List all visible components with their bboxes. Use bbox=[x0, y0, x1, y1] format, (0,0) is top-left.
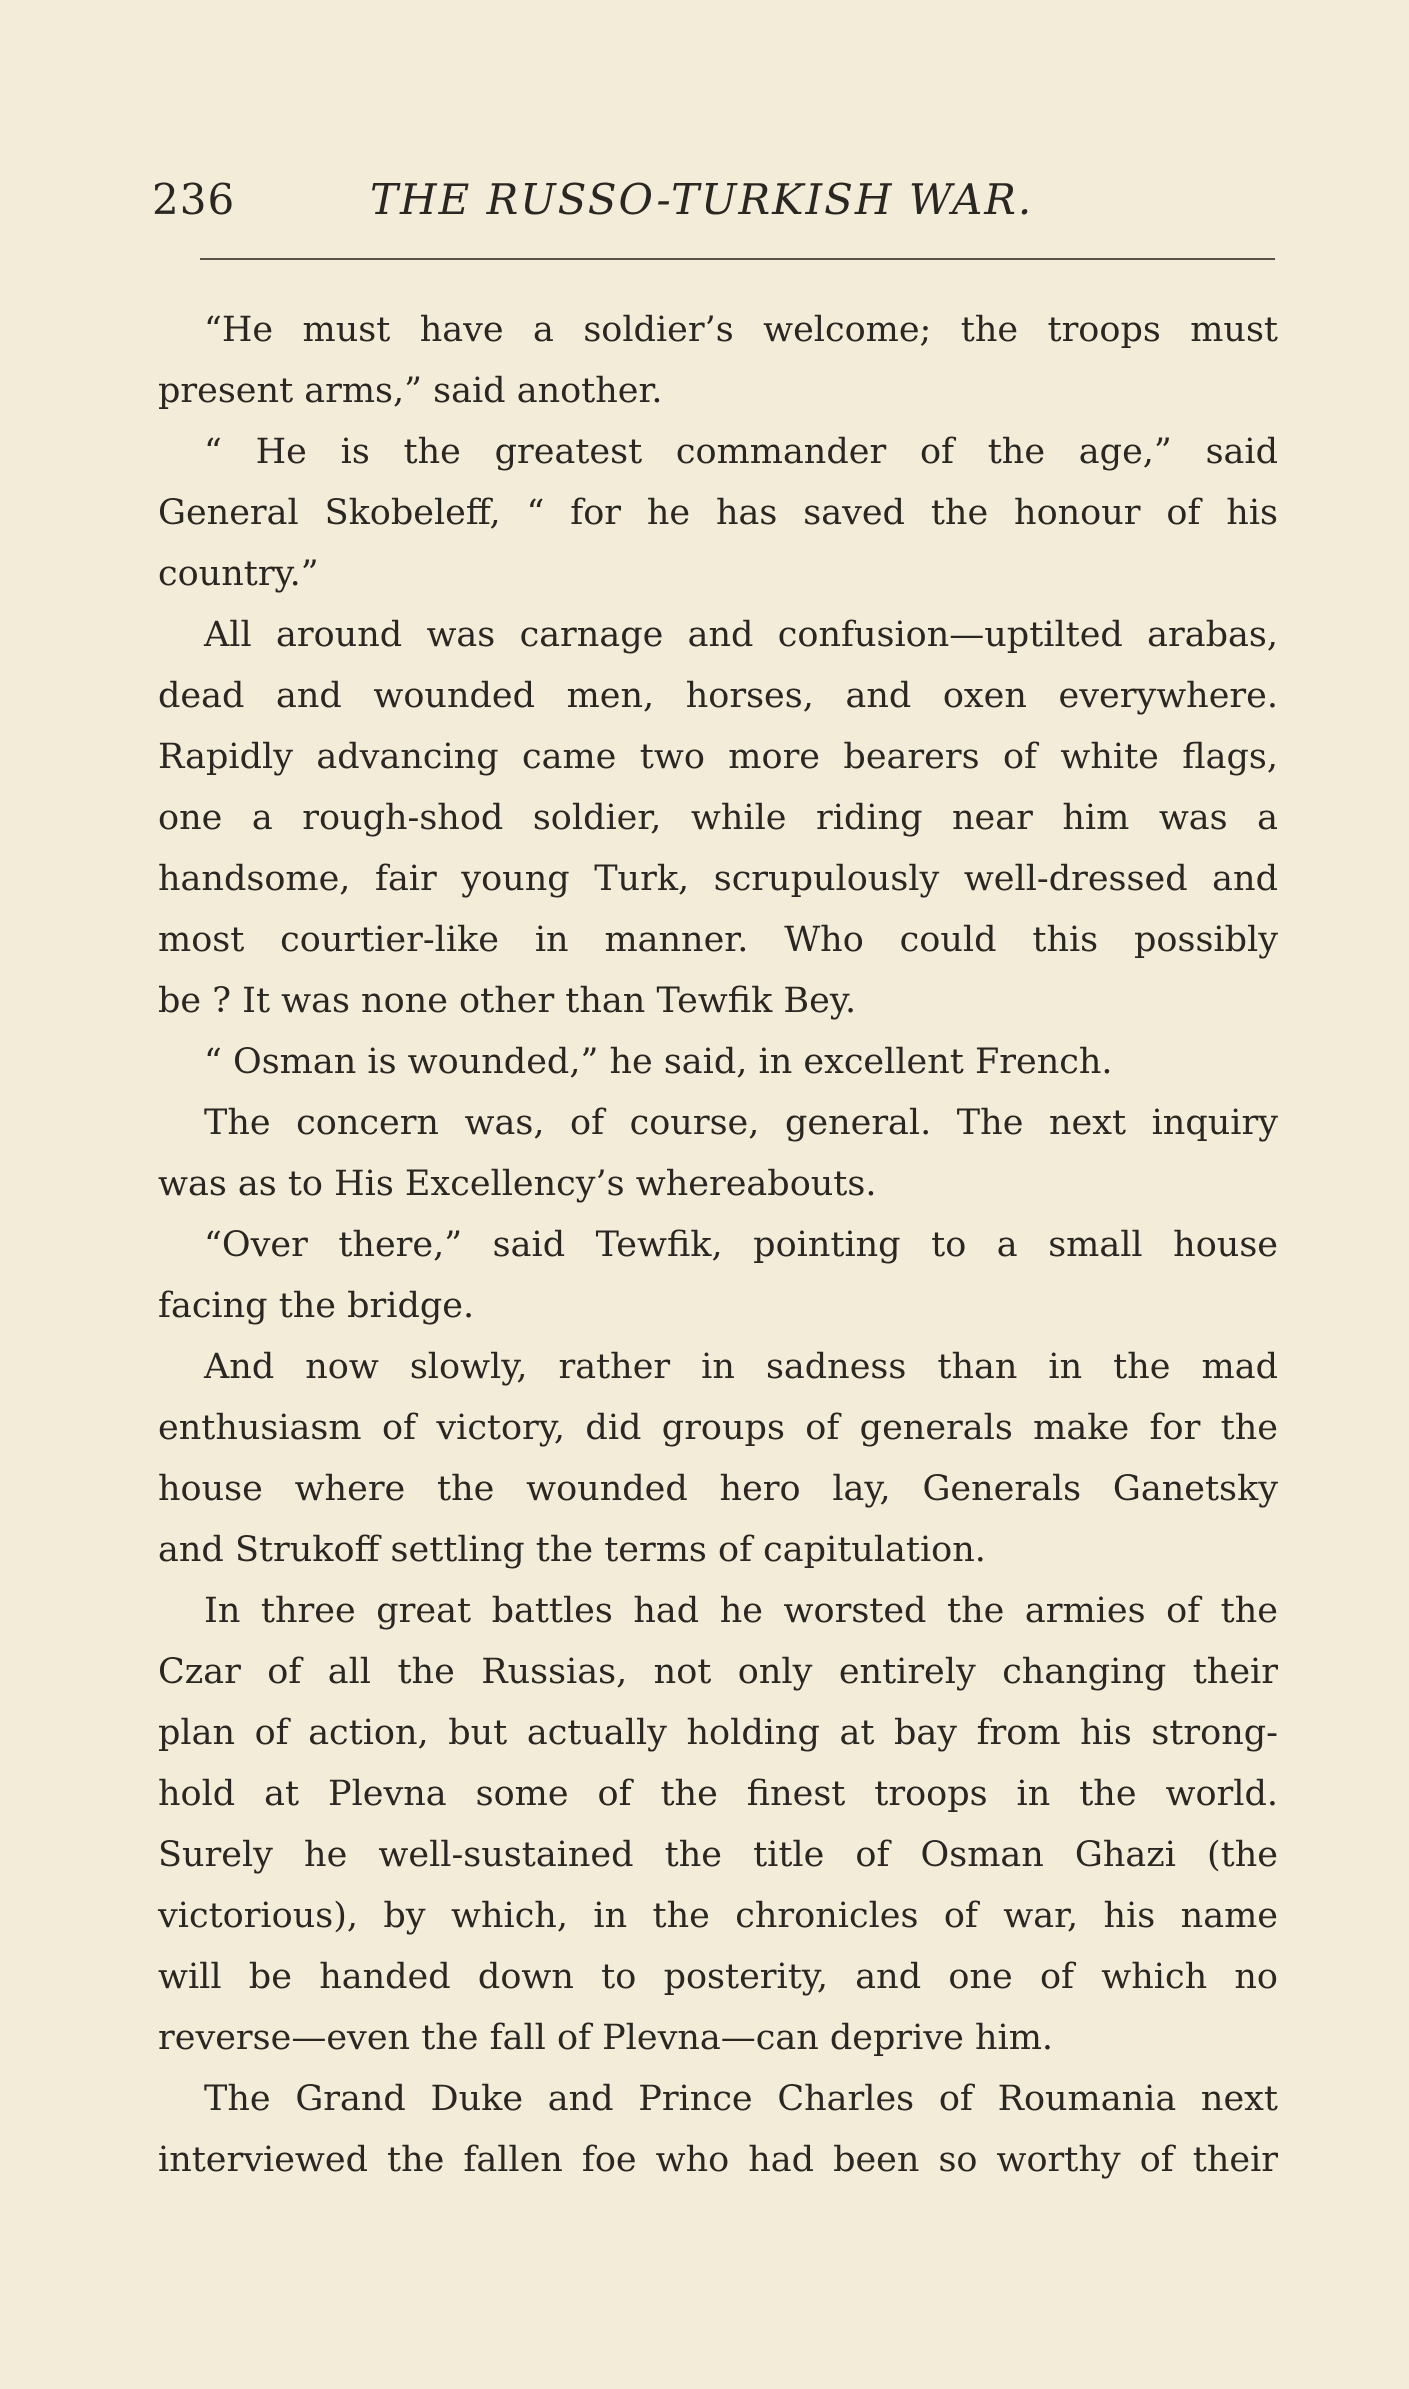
text-line: facing the bridge. bbox=[158, 1286, 475, 1326]
text-line: “He must have a soldier’s welcome; the troops must bbox=[204, 310, 1278, 350]
page-number: 236 bbox=[152, 175, 236, 224]
text-line: reverse—even the fall of Plevna—can deprive him. bbox=[158, 2018, 1054, 2058]
text-line: interviewed the fallen foe who had been so worthy of their bbox=[158, 2140, 1278, 2180]
text-line: enthusiasm of victory, did groups of generals make for the bbox=[158, 1408, 1278, 1448]
text-line: General Skobeleff, “ for he has saved the honour of his bbox=[158, 493, 1278, 533]
text-line: plan of action, but actually holding at bay from his strong- bbox=[158, 1713, 1278, 1753]
text-line: In three great battles had he worsted the armies of the bbox=[204, 1591, 1278, 1631]
text-line: The concern was, of course, general. The next inquiry bbox=[204, 1103, 1278, 1143]
text-line: And now slowly, rather in sadness than in the mad bbox=[204, 1347, 1278, 1387]
text-line: house where the wounded hero lay, Generals Ganetsky bbox=[158, 1469, 1278, 1509]
header-rule bbox=[200, 258, 1275, 260]
text-line: was as to His Excellency’s whereabouts. bbox=[158, 1164, 877, 1204]
text-line: “ He is the greatest commander of the age,” said bbox=[204, 432, 1278, 472]
text-line: All around was carnage and confusion—uptilted arabas, bbox=[204, 615, 1278, 655]
text-line: country.” bbox=[158, 554, 319, 594]
text-line: most courtier-like in manner. Who could this possibly bbox=[158, 920, 1278, 960]
body-text bbox=[158, 300, 1278, 2191]
page-header bbox=[152, 175, 1282, 235]
text-line: Rapidly advancing came two more bearers of white flags, bbox=[158, 737, 1278, 777]
text-line: Surely he well-sustained the title of Osman Ghazi (the bbox=[158, 1835, 1278, 1875]
text-line: handsome, fair young Turk, scrupulously well-dressed and bbox=[158, 859, 1278, 899]
text-line: The Grand Duke and Prince Charles of Roumania next bbox=[204, 2079, 1278, 2119]
text-line: Czar of all the Russias, not only entirely changing their bbox=[158, 1652, 1278, 1692]
text-line: and Strukoff settling the terms of capitulation. bbox=[158, 1530, 986, 1570]
running-title: THE RUSSO-TURKISH WAR. bbox=[370, 175, 1034, 224]
text-line: victorious), by which, in the chronicles of war, his name bbox=[158, 1896, 1278, 1936]
text-line: “ Osman is wounded,” he said, in excellent French. bbox=[204, 1042, 1113, 1082]
text-line: will be handed down to posterity, and one of which no bbox=[158, 1957, 1278, 1997]
text-line: be ? It was none other than Tewfik Bey. bbox=[158, 981, 857, 1021]
text-line: dead and wounded men, horses, and oxen everywhere. bbox=[158, 676, 1278, 716]
text-line: present arms,” said another. bbox=[158, 371, 663, 411]
text-line: one a rough-shod soldier, while riding near him was a bbox=[158, 798, 1278, 838]
text-line: hold at Plevna some of the finest troops in the world. bbox=[158, 1774, 1278, 1814]
text-line: “Over there,” said Tewfik, pointing to a small house bbox=[204, 1225, 1278, 1265]
